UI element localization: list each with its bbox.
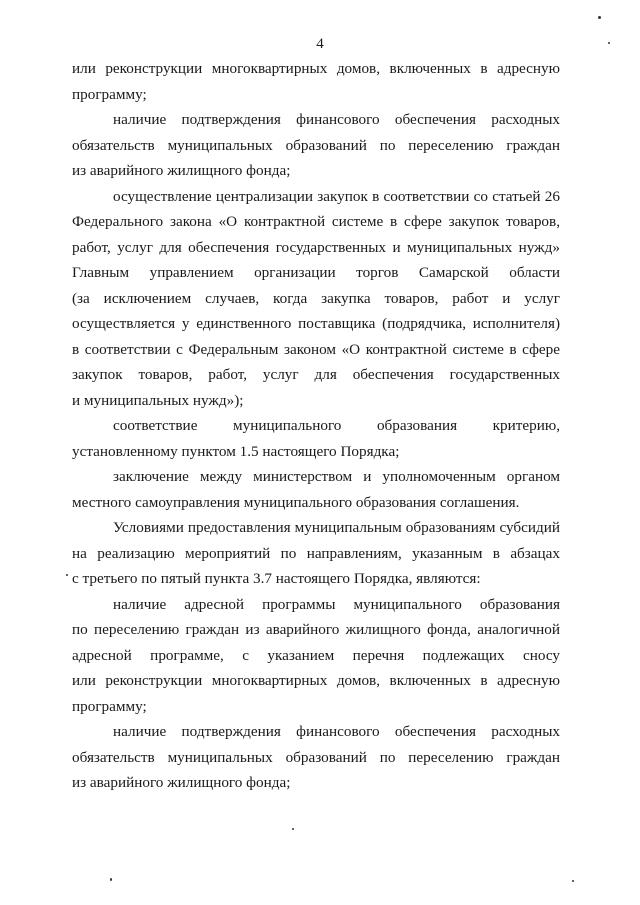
scan-speck — [608, 42, 610, 44]
text-line: установленному пунктом 1.5 настоящего Порядка; — [72, 442, 400, 460]
text-line: закупок товаров, работ, услуг для обеспечения государственных — [72, 366, 560, 383]
text-line: или реконструкции многоквартирных домов, включенных в адресную — [72, 672, 560, 689]
text-line: программу; — [72, 85, 147, 103]
text-line: и муниципальных нужд»); — [72, 391, 244, 409]
text-line: заключение между министерством и уполномоченным органом — [113, 468, 560, 485]
scan-speck — [598, 16, 601, 19]
text-line: наличие адресной программы муниципального образования — [113, 595, 560, 613]
text-line: Федерального закона «О контрактной системе в сфере закупок товаров, — [72, 213, 560, 230]
text-line: по переселению граждан из аварийного жилищного фонда, аналогичной — [72, 621, 560, 638]
text-line: обязательств муниципальных образований по переселению граждан — [72, 136, 560, 154]
text-line: программу; — [72, 697, 147, 715]
text-line: работ, услуг для обеспечения государственных и муниципальных нужд» — [72, 238, 560, 256]
text-line: осуществляется у единственного поставщика (подрядчика, исполнителя) — [72, 315, 560, 332]
text-line: из аварийного жилищного фонда; — [72, 162, 291, 179]
text-line: или реконструкции многоквартирных домов, включенных в адресную — [72, 60, 560, 77]
text-line: в соответствии с Федеральным законом «О контрактной системе в сфере — [72, 340, 560, 358]
scan-speck — [66, 574, 68, 576]
scan-speck — [572, 880, 574, 882]
text-line: Главным управлением организации торгов Самарской области — [72, 264, 560, 281]
page-number: 4 — [316, 36, 324, 52]
text-line: наличие подтверждения финансового обеспечения расходных — [113, 723, 560, 740]
text-line: из аварийного жилищного фонда; — [72, 774, 291, 791]
scan-speck — [110, 878, 112, 881]
text-line: обязательств муниципальных образований по переселению граждан — [72, 748, 560, 766]
text-line: с третьего по пятый пункта 3.7 настоящего Порядка, являются: — [72, 570, 481, 587]
text-line: Условиями предоставления муниципальным образованиям субсидий — [113, 519, 560, 536]
text-line: местного самоуправления муниципального образования соглашения. — [72, 493, 520, 511]
scan-speck — [292, 828, 294, 830]
text-line: осуществление централизации закупок в соответствии со статьей 26 — [113, 187, 560, 205]
text-line: на реализацию мероприятий по направлениям, указанным в абзацах — [72, 544, 560, 562]
text-line: (за исключением случаев, когда закупка товаров, работ и услуг — [72, 289, 560, 307]
text-line: соответствие муниципального образования критерию, — [113, 417, 560, 434]
text-line: адресной программе, с указанием перечня подлежащих сносу — [72, 646, 560, 664]
text-line: наличие подтверждения финансового обеспечения расходных — [113, 111, 560, 128]
